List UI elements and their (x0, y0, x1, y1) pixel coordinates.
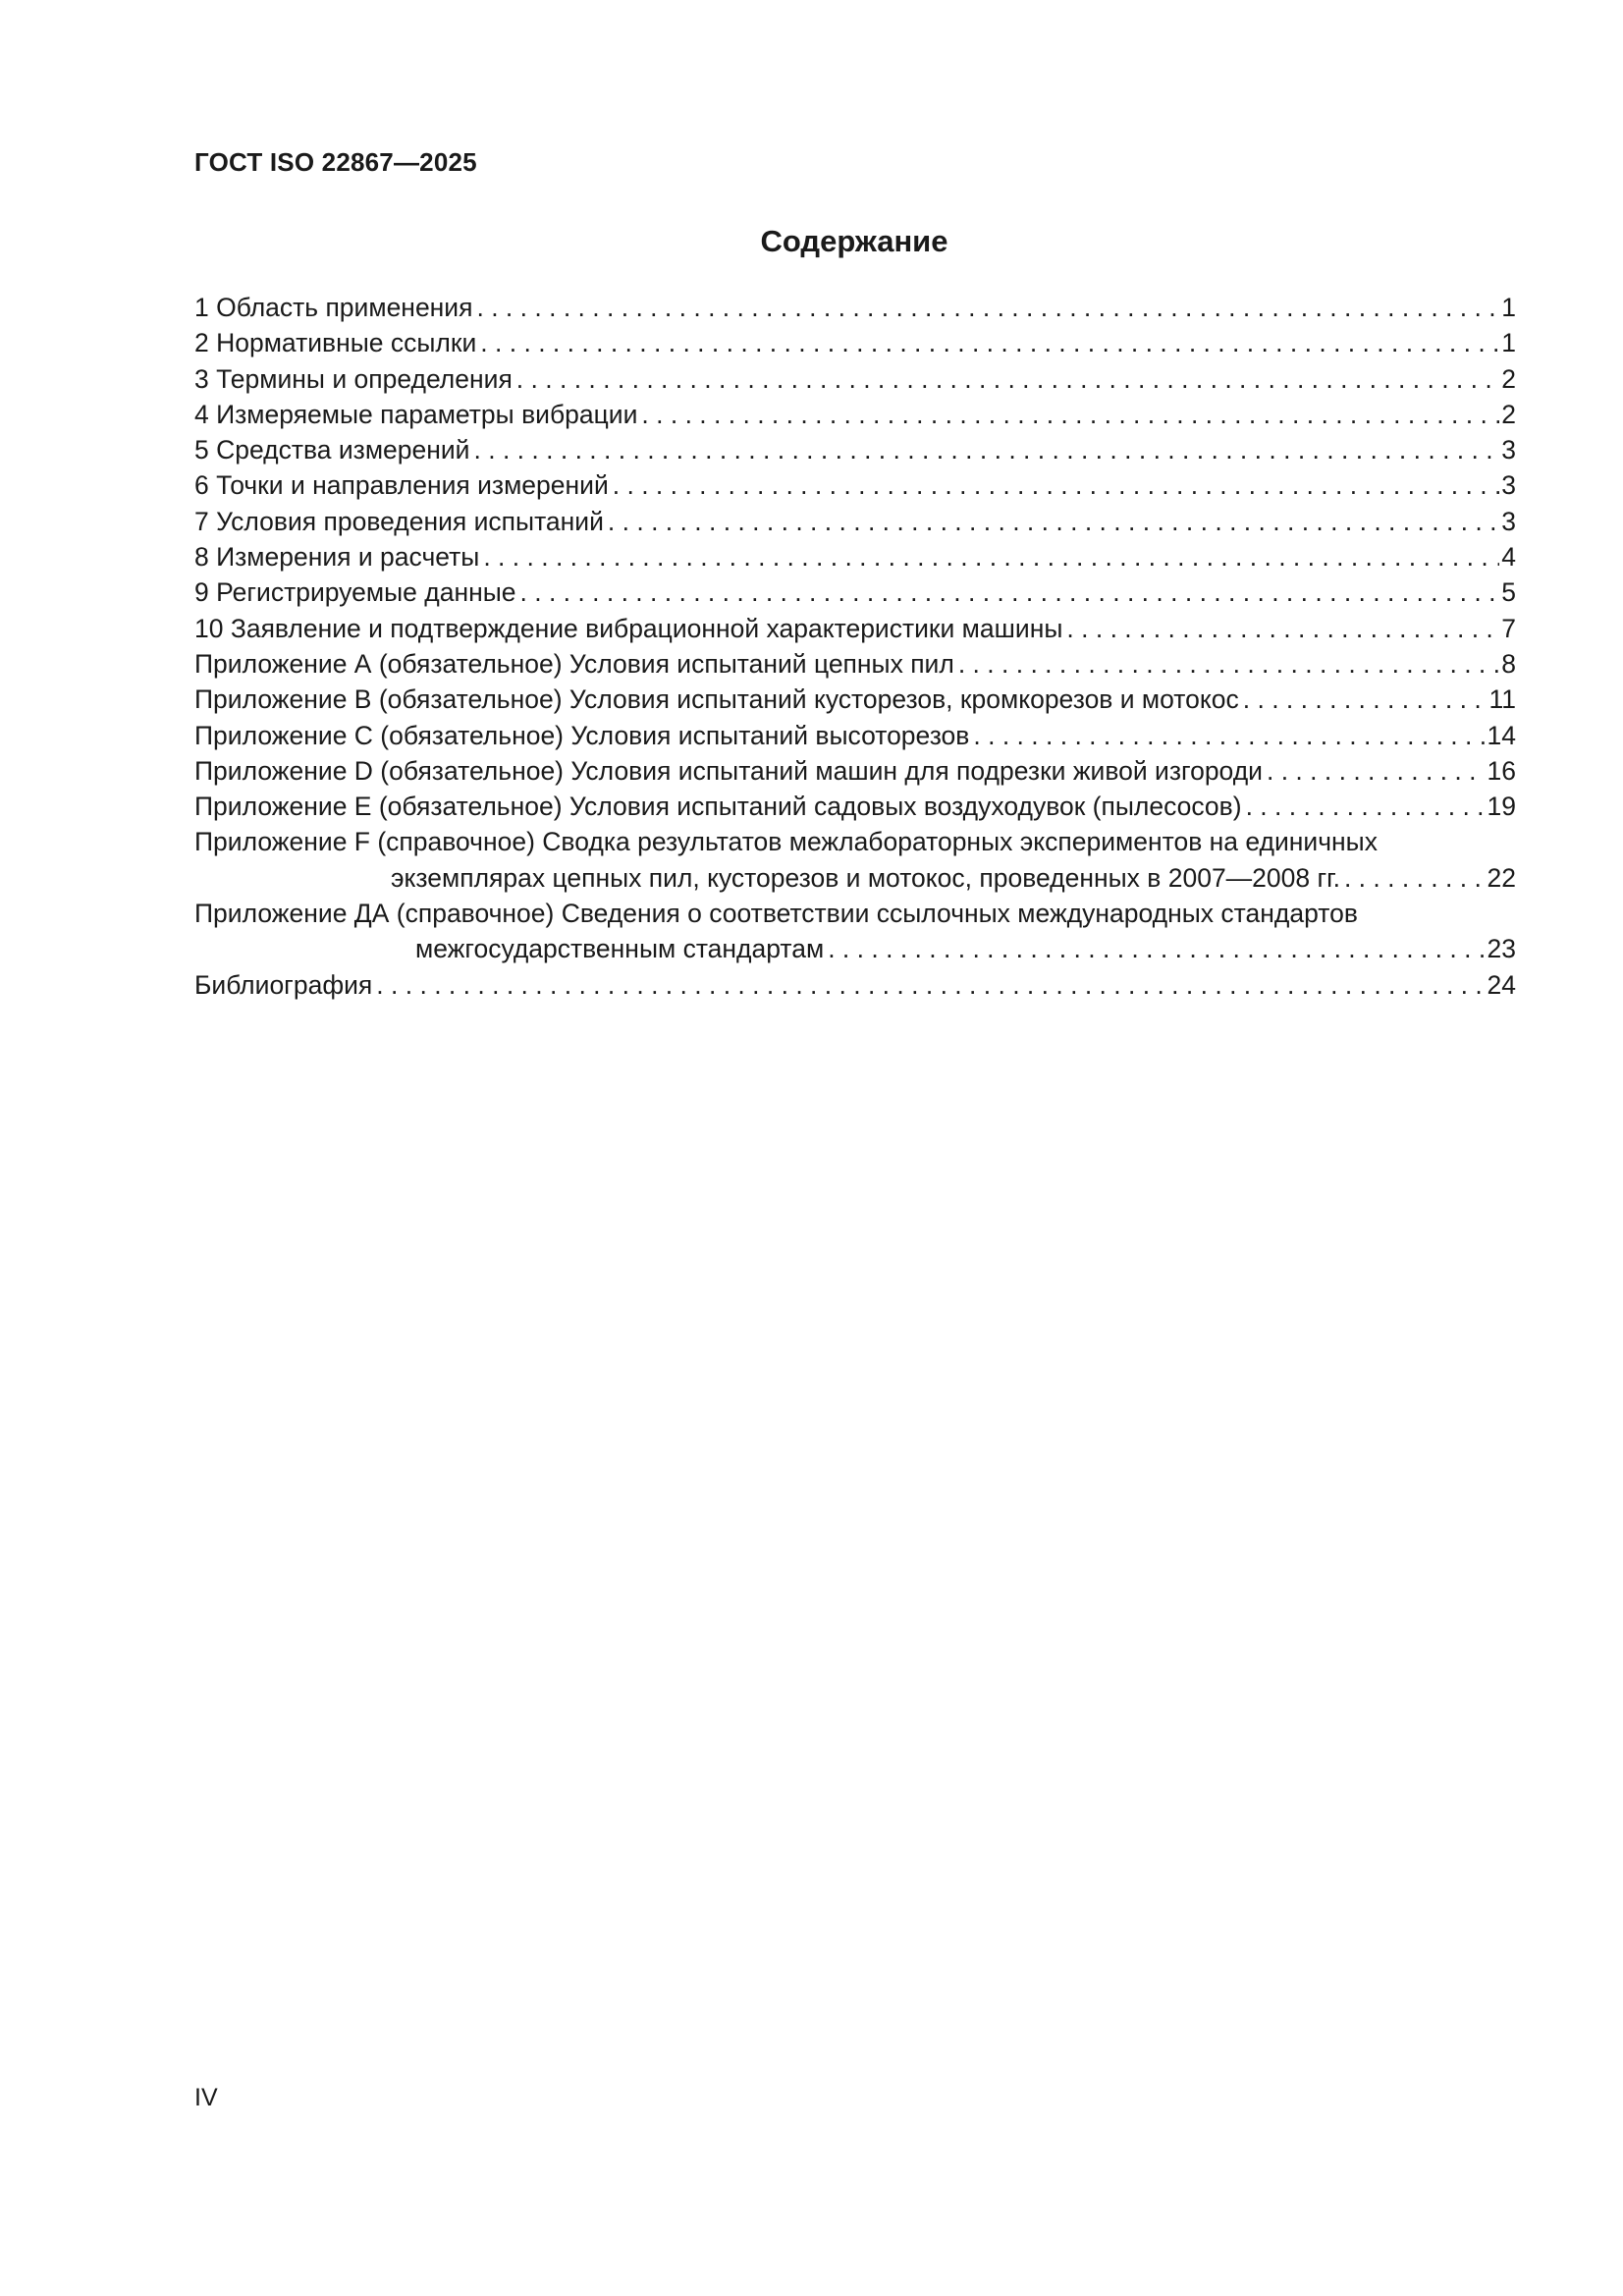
toc-entry-measurement-points[interactable] (194, 467, 1516, 503)
page-number: IV (194, 2084, 218, 2111)
toc-entry-page: 3 (1501, 506, 1516, 536)
toc-entry-label: Приложение F (справочное) Сводка результатов межлабораторных экспериментов на единичных (194, 827, 1378, 857)
toc-entry-label: 4 Измеряемые параметры вибрации (194, 399, 638, 429)
toc-leader-dots (1344, 860, 1486, 896)
toc-entry-label: 10 Заявление и подтверждение вибрационной характеристики машины (194, 613, 1063, 643)
toc-entry-annex-a[interactable] (194, 646, 1516, 682)
toc-entry-label-continuation: межгосударственным стандартам (415, 934, 825, 964)
toc-leader-dots (973, 718, 1485, 753)
toc-entry-label: 5 Средства измерений (194, 435, 470, 465)
toc-entry-annex-d[interactable] (194, 753, 1516, 789)
toc-entry-label: 1 Область применения (194, 293, 473, 322)
toc-entry-page: 5 (1501, 577, 1516, 608)
toc-entry-page: 14 (1487, 720, 1516, 750)
toc-leader-dots (476, 290, 1499, 325)
toc-entry-page: 2 (1501, 363, 1516, 394)
toc-entry-page: 22 (1487, 862, 1516, 893)
toc-leader-dots (958, 646, 1499, 682)
toc-entry-measurements[interactable] (194, 539, 1516, 574)
toc-entry-label-continuation: экземплярах цепных пил, кусторезов и мотокос, проведенных в 2007—2008 гг. (391, 862, 1340, 893)
toc-leader-dots (520, 574, 1500, 610)
toc-entry-label: 9 Регистрируемые данные (194, 577, 516, 608)
toc-entry-page: 1 (1501, 328, 1516, 358)
table-of-contents (194, 290, 1516, 1003)
toc-leader-dots (1066, 611, 1499, 646)
toc-leader-dots (641, 397, 1499, 432)
toc-leader-dots (474, 432, 1500, 467)
toc-entry-terms[interactable] (194, 361, 1516, 397)
toc-entry-label: Приложение А (обязательное) Условия испытаний цепных пил (194, 648, 954, 679)
toc-entry-label: Приложение D (обязательное) Условия испытаний машин для подрезки живой изгороди (194, 755, 1263, 786)
toc-entry-label: Приложение ДА (справочное) Сведения о соответствии ссылочных международных стандартов (194, 899, 1358, 929)
toc-entry-bibliography[interactable] (194, 967, 1516, 1003)
toc-leader-dots (1267, 753, 1486, 789)
toc-entry-label: 8 Измерения и расчеты (194, 542, 480, 573)
toc-leader-dots (828, 931, 1485, 966)
toc-entry-annex-da[interactable] (194, 896, 1516, 931)
toc-entry-annex-da-continuation[interactable] (194, 931, 1516, 966)
toc-entry-annex-c[interactable] (194, 718, 1516, 753)
toc-entry-annex-e[interactable] (194, 789, 1516, 824)
toc-entry-label: Приложение В (обязательное) Условия испытаний кусторезов, кромкорезов и мотокос (194, 684, 1239, 715)
toc-leader-dots (608, 504, 1499, 539)
toc-entry-label: 7 Условия проведения испытаний (194, 506, 604, 536)
toc-leader-dots (1246, 789, 1486, 824)
toc-entry-label: 3 Термины и определения (194, 363, 513, 394)
toc-entry-label: Приложение С (обязательное) Условия испытаний высоторезов (194, 720, 970, 750)
toc-entry-instruments[interactable] (194, 432, 1516, 467)
toc-entry-page: 24 (1487, 969, 1516, 1000)
toc-entry-page: 2 (1501, 399, 1516, 429)
toc-entry-page: 19 (1487, 792, 1516, 822)
toc-entry-page: 16 (1487, 755, 1516, 786)
toc-leader-dots (376, 967, 1485, 1003)
toc-entry-page: 1 (1501, 293, 1516, 322)
toc-leader-dots (1243, 682, 1488, 717)
toc-entry-annex-b[interactable] (194, 682, 1516, 717)
toc-entry-normative-references[interactable] (194, 325, 1516, 360)
toc-entry-declaration[interactable] (194, 611, 1516, 646)
toc-leader-dots (480, 325, 1499, 360)
toc-entry-label: 2 Нормативные ссылки (194, 328, 477, 358)
toc-leader-dots (613, 467, 1500, 503)
toc-leader-dots (516, 361, 1499, 397)
toc-entry-recorded-data[interactable] (194, 574, 1516, 610)
toc-entry-page: 7 (1501, 613, 1516, 643)
toc-entry-vibration-parameters[interactable] (194, 397, 1516, 432)
toc-entry-page: 4 (1501, 542, 1516, 573)
toc-entry-annex-f[interactable] (194, 824, 1516, 859)
toc-entry-annex-f-continuation[interactable] (194, 860, 1516, 896)
toc-entry-label: Приложение Е (обязательное) Условия испытаний садовых воздуходувок (пылесосов) (194, 792, 1242, 822)
toc-entry-page: 8 (1501, 648, 1516, 679)
toc-entry-label: Библиография (194, 969, 373, 1000)
toc-entry-test-conditions[interactable] (194, 504, 1516, 539)
toc-title: Содержание (760, 224, 948, 258)
toc-entry-page: 3 (1501, 470, 1516, 501)
toc-entry-page: 23 (1487, 934, 1516, 964)
toc-entry-page: 3 (1501, 435, 1516, 465)
toc-entry-label: 6 Точки и направления измерений (194, 470, 609, 501)
toc-entry-page: 11 (1488, 684, 1516, 715)
toc-entry-scope[interactable] (194, 290, 1516, 325)
document-code: ГОСТ ISO 22867—2025 (194, 147, 477, 177)
toc-leader-dots (483, 539, 1499, 574)
